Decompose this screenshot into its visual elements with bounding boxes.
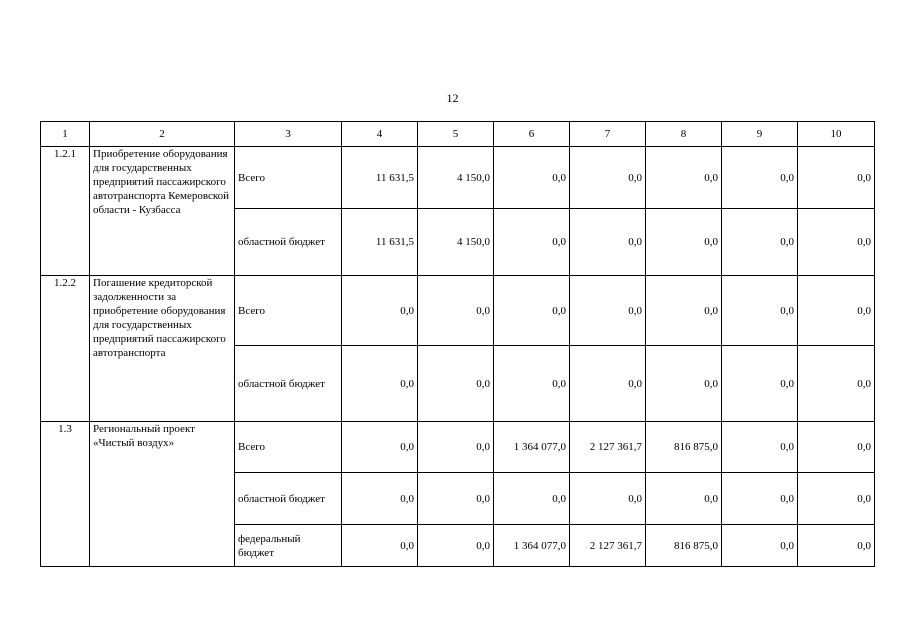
column-header: 2 (90, 122, 235, 147)
item-name: Погашение кредиторской задолженности за приобретение оборудования для государственных предприятий пассажирского автотранспорта (90, 276, 235, 422)
value-cell: 0,0 (418, 276, 494, 346)
value-cell: 0,0 (342, 276, 418, 346)
budget-table (40, 121, 875, 567)
value-cell: 0,0 (798, 346, 875, 422)
value-cell: 0,0 (798, 473, 875, 525)
value-cell: 0,0 (570, 209, 646, 276)
value-cell: 0,0 (418, 346, 494, 422)
value-cell: 11 631,5 (342, 209, 418, 276)
item-number: 1.2.2 (41, 276, 90, 422)
item-name: Региональный проект «Чистый воздух» (90, 422, 235, 567)
page-number: 12 (446, 91, 459, 105)
column-header: 8 (646, 122, 722, 147)
value-cell: 0,0 (342, 525, 418, 567)
value-cell: 1 364 077,0 (494, 422, 570, 473)
value-cell: 4 150,0 (418, 147, 494, 209)
value-cell: 4 150,0 (418, 209, 494, 276)
value-cell: 0,0 (494, 346, 570, 422)
value-cell: 0,0 (494, 147, 570, 209)
column-header: 10 (798, 122, 875, 147)
column-header: 5 (418, 122, 494, 147)
value-cell: 0,0 (342, 422, 418, 473)
table-row (41, 276, 875, 346)
value-cell: 0,0 (722, 276, 798, 346)
value-cell: 0,0 (722, 422, 798, 473)
value-cell: 816 875,0 (646, 525, 722, 567)
value-cell: 0,0 (418, 473, 494, 525)
value-cell: 816 875,0 (646, 422, 722, 473)
value-cell: 0,0 (646, 209, 722, 276)
value-cell: 0,0 (646, 147, 722, 209)
column-header: 3 (235, 122, 342, 147)
column-header: 4 (342, 122, 418, 147)
funding-source: Всего (235, 276, 342, 346)
value-cell: 0,0 (798, 147, 875, 209)
item-number: 1.3 (41, 422, 90, 567)
value-cell: 0,0 (342, 473, 418, 525)
value-cell: 0,0 (570, 473, 646, 525)
value-cell: 2 127 361,7 (570, 422, 646, 473)
value-cell: 0,0 (722, 147, 798, 209)
value-cell: 0,0 (646, 473, 722, 525)
header-row (41, 122, 875, 147)
item-name: Приобретение оборудования для государственных предприятий пассажирского автотранспорта Кемеровской области - Кузбасса (90, 147, 235, 276)
value-cell: 0,0 (342, 346, 418, 422)
value-cell: 0,0 (494, 473, 570, 525)
value-cell: 0,0 (494, 209, 570, 276)
value-cell: 0,0 (570, 147, 646, 209)
value-cell: 2 127 361,7 (570, 525, 646, 567)
table-row (41, 422, 875, 473)
column-header: 9 (722, 122, 798, 147)
funding-source: Всего (235, 422, 342, 473)
funding-source: областной бюджет (235, 473, 342, 525)
value-cell: 0,0 (798, 209, 875, 276)
value-cell: 0,0 (722, 525, 798, 567)
column-header: 7 (570, 122, 646, 147)
value-cell: 0,0 (798, 525, 875, 567)
value-cell: 0,0 (646, 276, 722, 346)
value-cell: 0,0 (646, 346, 722, 422)
value-cell: 0,0 (570, 276, 646, 346)
funding-source: областной бюджет (235, 209, 342, 276)
value-cell: 0,0 (418, 525, 494, 567)
item-number: 1.2.1 (41, 147, 90, 276)
value-cell: 0,0 (798, 422, 875, 473)
value-cell: 0,0 (722, 209, 798, 276)
value-cell: 0,0 (798, 276, 875, 346)
table-row (41, 147, 875, 209)
value-cell: 0,0 (722, 346, 798, 422)
funding-source: Всего (235, 147, 342, 209)
value-cell: 0,0 (494, 276, 570, 346)
funding-source: федеральный бюджет (235, 525, 342, 567)
value-cell: 11 631,5 (342, 147, 418, 209)
column-header: 1 (41, 122, 90, 147)
funding-source: областной бюджет (235, 346, 342, 422)
value-cell: 1 364 077,0 (494, 525, 570, 567)
value-cell: 0,0 (722, 473, 798, 525)
column-header: 6 (494, 122, 570, 147)
value-cell: 0,0 (418, 422, 494, 473)
value-cell: 0,0 (570, 346, 646, 422)
